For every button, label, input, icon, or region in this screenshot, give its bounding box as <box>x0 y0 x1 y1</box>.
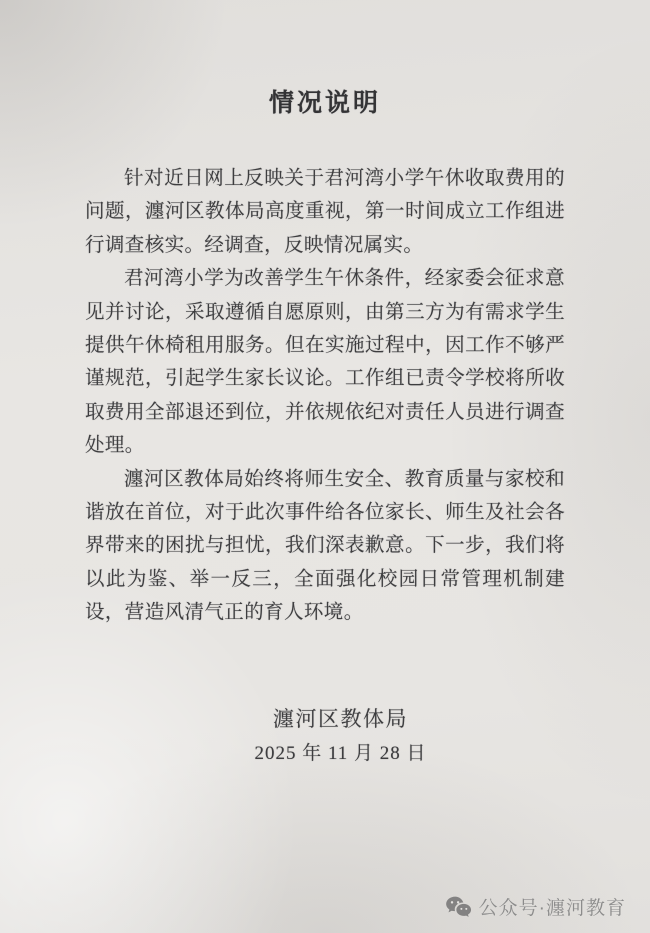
wechat-icon <box>445 895 472 919</box>
signature-date: 2025 年 11 月 28 日 <box>254 742 427 764</box>
paragraph-intro: 针对近日网上反映关于君河湾小学午休收取费用的问题，瀍河区教体局高度重视，第一时间成立工作组进行调查核实。经调查，反映情况属实。 <box>85 168 565 256</box>
watermark-label: 公众号·瀍河教育 <box>478 898 626 919</box>
signature-organization: 瀍河区教体局 <box>273 706 408 731</box>
signature-block <box>188 704 493 768</box>
paragraph-apology: 瀍河区教体局始终将师生安全、教育质量与家校和谐放在首位，对于此次事件给各位家长、师生及社会各界带来的困扰与担忧，我们深表歉意。下一步，我们将以此为鉴、举一反三，全面强化校园日常管理机制建设，营造风清气正的育人环境。 <box>85 468 565 624</box>
paragraph-findings: 君河湾小学为改善学生午休条件，经家委会征求意见并讨论，采取遵循自愿原则，由第三方为有需求学生提供午休椅租用服务。但在实施过程中，因工作不够严谨规范，引起学生家长议论。工作组已责令学校将所收取费用全部退还到位，并依规依纪对责任人员进行调查处理。 <box>85 268 565 457</box>
document-title: 情况说明 <box>268 90 381 117</box>
watermark <box>445 893 626 920</box>
